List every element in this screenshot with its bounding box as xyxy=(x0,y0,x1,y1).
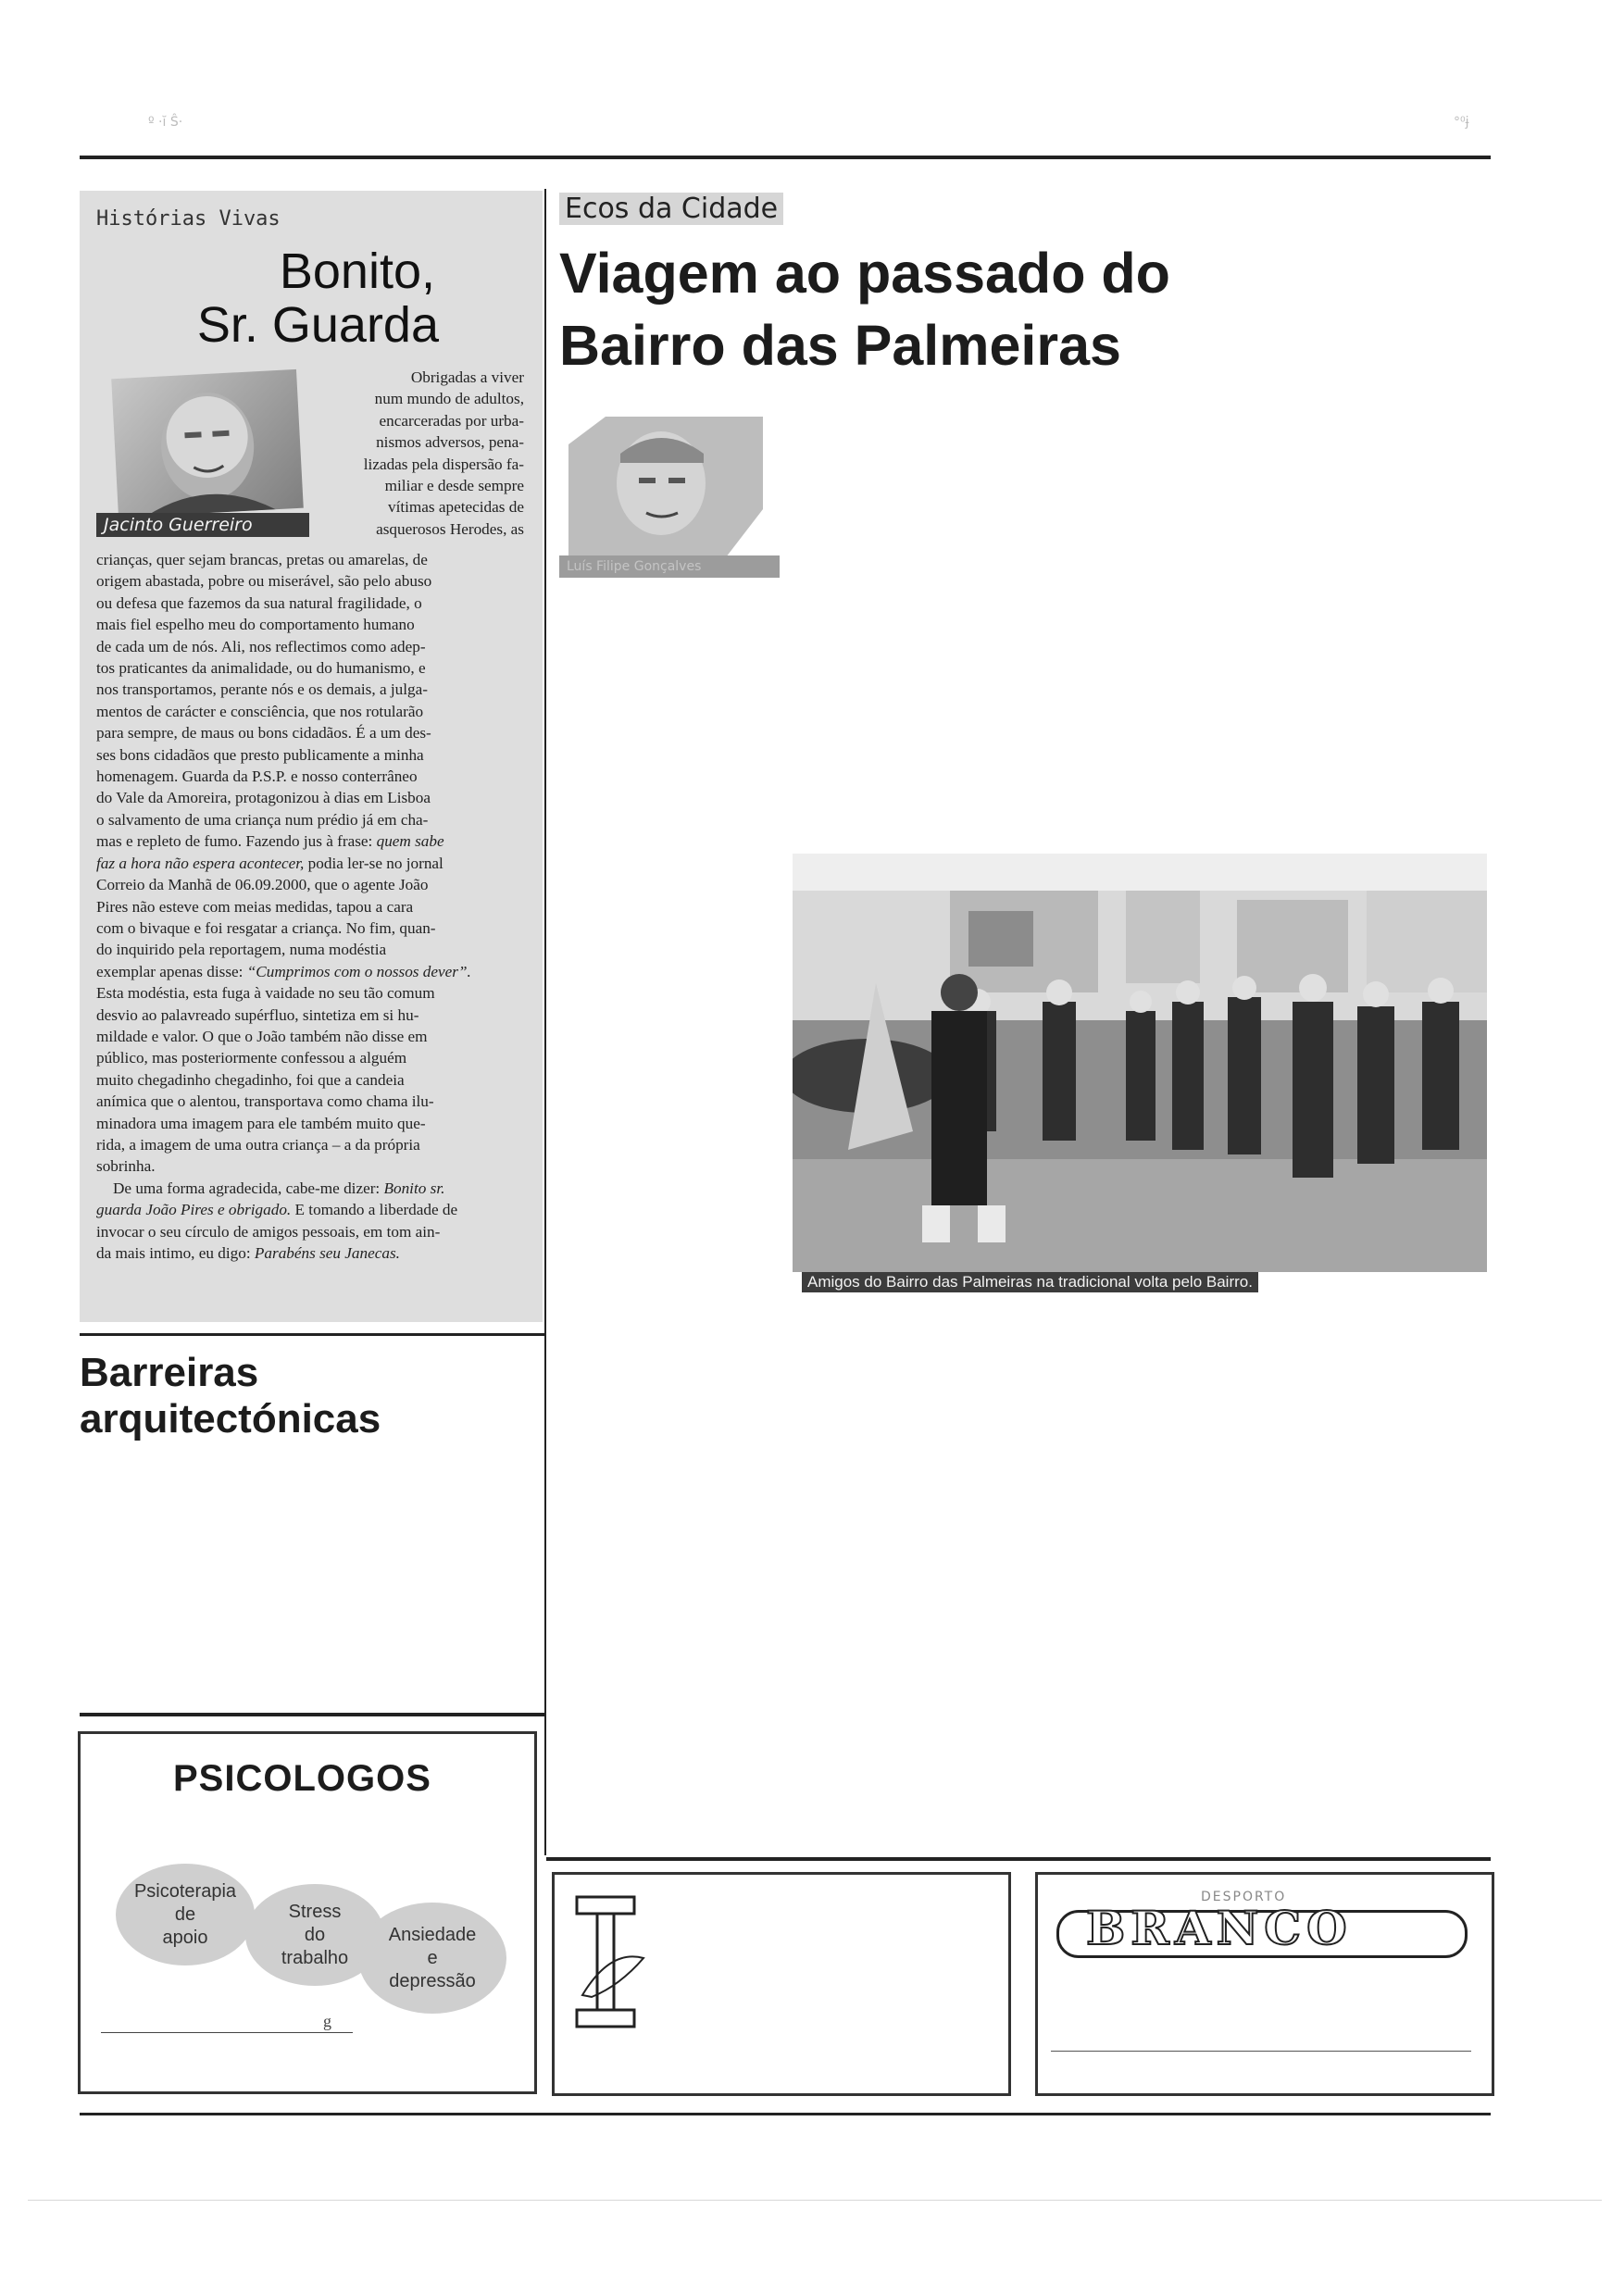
body-line: muito chegadinho chegadinho, foi que a candeia xyxy=(96,1070,405,1089)
psicologos-ad xyxy=(78,1731,537,2094)
body-line: faz a hora não espera acontecer, podia ler-se no jornal xyxy=(96,854,443,872)
bubble-text: depressão xyxy=(389,1970,476,1991)
body-line: Esta modéstia, esta fuga à vaidade no seu tão comum xyxy=(96,984,435,1003)
body-line: ses bons cidadãos que presto publicamente a minha xyxy=(96,745,424,764)
body-line: para sempre, de maus ou bons cidadãos. É a um des- xyxy=(96,724,431,742)
body-line: anímica que o alentou, transportava como chama ilu- xyxy=(96,1092,434,1111)
intro-line: miliar e desde sempre xyxy=(384,477,524,495)
body-line: com o bivaque e foi resgatar a criança. No fim, quan- xyxy=(96,918,436,937)
left-rule xyxy=(80,1333,544,1336)
article-title xyxy=(185,243,439,353)
body-line: exemplar apenas disse: “Cumprimos com o nossos dever”. xyxy=(96,962,471,980)
ad-divider-line xyxy=(101,2032,353,2033)
ecos-headline-line-2: Bairro das Palmeiras xyxy=(559,314,1121,377)
ecos-headline-line-1: Viagem ao passado do xyxy=(559,242,1170,305)
bubble-text: de xyxy=(174,1903,196,1925)
intro-line: asquerosos Herodes, as xyxy=(376,519,524,538)
title-line-1: Bonito, xyxy=(279,243,435,299)
intro-line: lizadas pela dispersão fa- xyxy=(363,455,524,473)
ad-top-rule-right xyxy=(546,1857,1491,1861)
barreiras-title xyxy=(80,1350,381,1442)
body-line: mentos de carácter e consciência, que nos rotularão xyxy=(96,702,424,720)
bottom-rule xyxy=(80,2113,1491,2115)
branco-logo: BRANCO xyxy=(1086,1901,1353,1955)
body-line: Pires não esteve com meias medidas, tapou a cara xyxy=(96,897,414,916)
bubble-text: do xyxy=(304,1924,326,1945)
body-line: origem abastada, pobre ou miserável, são pelo abuso xyxy=(96,572,432,591)
body-line: minadora uma imagem para ele também muito que- xyxy=(96,1114,426,1132)
article-body xyxy=(96,549,526,1264)
street-procession-image-icon xyxy=(793,854,1487,1272)
body-line: nos transportamos, perante nós e os demais, a julga- xyxy=(96,680,428,699)
pillar-logo-icon xyxy=(573,1893,656,2032)
body-line: Correio da Manhã de 06.09.2000, que o agente João xyxy=(96,876,429,894)
bubble-text: Psicoterapia xyxy=(133,1880,237,1902)
psicologos-title: PSICOLOGOS xyxy=(173,1758,431,1799)
top-rule xyxy=(80,156,1491,159)
barreiras-title-line-2: arquitectónicas xyxy=(80,1396,381,1441)
service-bubble-ansiedade xyxy=(358,1903,506,2014)
scan-mark-left: º ·ĭ Ŝ· xyxy=(148,115,183,130)
body-line: sobrinha. xyxy=(96,1157,156,1176)
intro-line: encarceradas por urba- xyxy=(379,411,524,430)
ecos-portrait-photo-icon xyxy=(568,417,763,557)
ad-top-rule-left xyxy=(80,1713,544,1716)
branco-footer-line xyxy=(1051,2051,1471,2052)
scan-mark-right: °⁰ɉ xyxy=(1454,115,1469,130)
section-kicker: Histórias Vivas xyxy=(96,207,281,231)
ecos-author-byline: Luís Filipe Gonçalves xyxy=(559,555,780,578)
body-line: mais fiel espelho meu do comportamento humano xyxy=(96,616,415,634)
intro-line: vítimas apetecidas de xyxy=(388,498,524,517)
body-line: homenagem. Guarda da P.S.P. e nosso conterrâneo xyxy=(96,767,418,786)
photo-caption: Amigos do Bairro das Palmeiras na tradicional volta pelo Bairro. xyxy=(802,1272,1258,1292)
intro-text xyxy=(333,367,524,540)
service-bubble-psicoterapia xyxy=(116,1864,255,1965)
procession-photo xyxy=(793,854,1487,1272)
bubble-text: apoio xyxy=(162,1927,208,1948)
body-line: do Vale da Amoreira, protagonizou à dias em Lisboa xyxy=(96,789,431,807)
ecos-author-portrait xyxy=(568,417,763,557)
bubble-text: e xyxy=(427,1947,438,1968)
body-line: mas e repleto de fumo. Fazendo jus à frase: quem sabe xyxy=(96,832,444,851)
barreiras-title-line-1: Barreiras xyxy=(80,1350,259,1395)
intro-line: Obrigadas a viver xyxy=(410,368,524,386)
body-line: guarda João Pires e obrigado. E tomando a liberdade de xyxy=(96,1201,458,1219)
bubble-text: Stress xyxy=(288,1901,342,1922)
pillar-logo-ad xyxy=(552,1872,1011,2096)
body-line: mildade e valor. O que o João também não disse em xyxy=(96,1027,428,1045)
intro-line: num mundo de adultos, xyxy=(374,390,524,408)
author-byline: Jacinto Guerreiro xyxy=(96,513,309,537)
portrait-photo-icon xyxy=(111,369,304,518)
body-line: da mais intimo, eu digo: Parabéns seu Janecas. xyxy=(96,1244,400,1262)
branco-small-top: DESPORTO xyxy=(1201,1890,1287,1904)
body-line: ou defesa que fazemos da sua natural fragilidade, o xyxy=(96,593,422,612)
column-divider xyxy=(544,189,546,1855)
ad-footer-mark: g xyxy=(323,2012,331,2030)
author-portrait xyxy=(111,369,304,518)
body-line: tos praticantes da animalidade, ou do humanismo, e xyxy=(96,659,426,678)
branco-ad xyxy=(1035,1872,1494,2096)
body-line: o salvamento de uma criança num prédio já em cha- xyxy=(96,810,429,829)
body-line: De uma forma agradecida, cabe-me dizer: Bonito sr. xyxy=(113,1179,445,1197)
body-line: invocar o seu círculo de amigos pessoais, em tom ain- xyxy=(96,1222,441,1241)
bubble-text: Ansiedade xyxy=(388,1924,477,1945)
scan-edge-line xyxy=(28,2200,1602,2201)
body-line: crianças, quer sejam brancas, pretas ou amarelas, de xyxy=(96,551,428,568)
body-line: público, mas posteriormente confessou a alguém xyxy=(96,1049,407,1067)
body-line: rida, a imagem de uma outra criança – a da própria xyxy=(96,1135,420,1154)
title-line-2: Sr. Guarda xyxy=(196,297,439,353)
ecos-kicker: Ecos da Cidade xyxy=(559,193,783,225)
body-line: desvio ao palavreado supérfluo, sintetiza em si hu- xyxy=(96,1005,419,1024)
body-line: de cada um de nós. Ali, nos reflectimos como adep- xyxy=(96,637,426,655)
intro-line: nismos adversos, pena- xyxy=(376,433,524,452)
bubble-text: trabalho xyxy=(281,1947,349,1968)
ecos-headline xyxy=(559,237,1170,381)
body-line: do inquirido pela reportagem, numa modéstia xyxy=(96,941,387,959)
